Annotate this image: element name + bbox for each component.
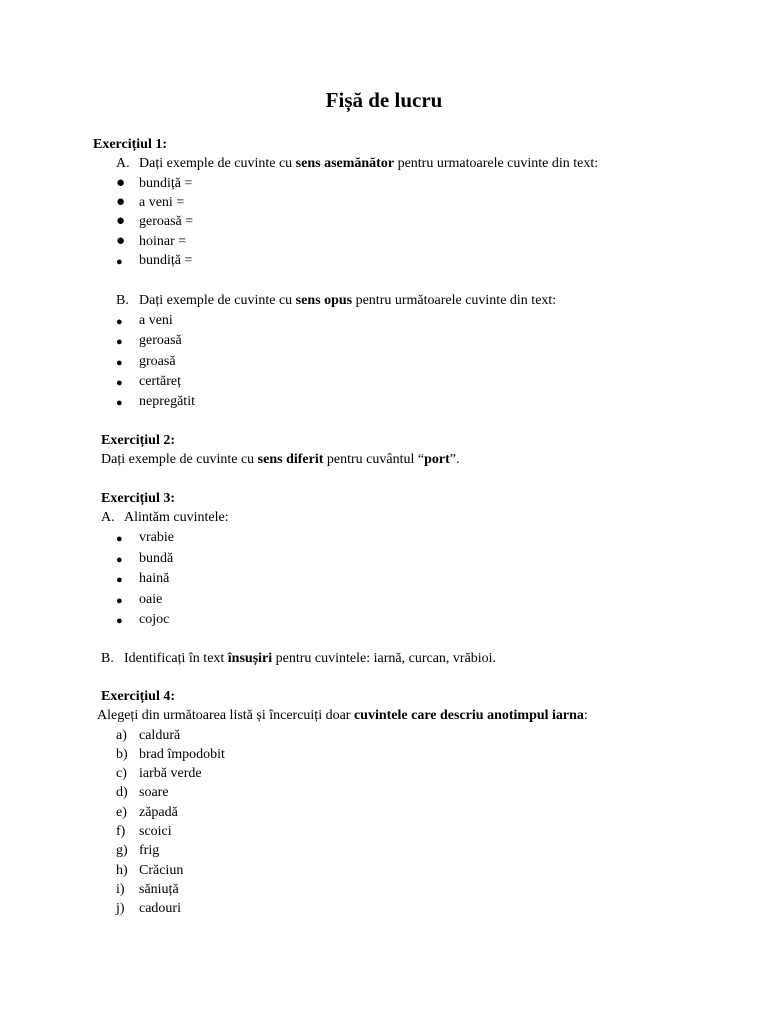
bullet-icon: ● [116, 615, 123, 627]
list-item: bundă [139, 551, 174, 566]
list-item: Crăciun [139, 863, 184, 878]
bullet-icon: ● [116, 213, 126, 229]
exercise-3a-instruction: Alintăm cuvintele: [124, 510, 229, 525]
list-item: soare [139, 785, 169, 800]
exercise-4-heading: Exercițiul 4: [101, 689, 176, 704]
bullet-icon: ● [116, 595, 123, 607]
list-item: cojoc [139, 612, 170, 627]
list-item: oaie [139, 592, 163, 607]
list-item: zăpadă [139, 805, 178, 820]
exercise-1b-letter: B. [116, 293, 129, 308]
list-item: frig [139, 843, 160, 858]
list-item-letter: e) [116, 805, 127, 820]
list-item: geroasă [139, 333, 182, 348]
list-item: a veni = [139, 195, 185, 210]
list-item: scoici [139, 824, 172, 839]
list-item: certăreț [139, 374, 181, 389]
bullet-icon: ● [116, 175, 126, 191]
list-item: haină [139, 571, 170, 586]
bullet-icon: ● [116, 397, 123, 409]
bullet-icon: ● [116, 554, 123, 566]
list-item: brad împodobit [139, 747, 225, 762]
exercise-1b-instruction: Dați exemple de cuvinte cu sens opus pentru următoarele cuvinte din text: [139, 293, 557, 308]
list-item: hoinar = [139, 234, 187, 249]
list-item-letter: i) [116, 882, 125, 897]
list-item: vrabie [139, 530, 174, 545]
exercise-3-heading: Exercițiul 3: [101, 491, 176, 506]
exercise-2-instruction: Dați exemple de cuvinte cu sens diferit pentru cuvântul “port”. [101, 452, 460, 467]
bullet-icon: ● [116, 316, 123, 328]
list-item: cadouri [139, 901, 181, 916]
bullet-icon: ● [116, 194, 126, 210]
list-item: iarbă verde [139, 766, 202, 781]
exercise-1a-letter: A. [116, 156, 130, 171]
list-item: a veni [139, 313, 173, 328]
list-item-letter: j) [116, 901, 125, 916]
bullet-icon: ● [116, 336, 123, 348]
bullet-icon: ● [116, 357, 123, 369]
list-item: geroasă = [139, 214, 194, 229]
list-item: bundiță = [139, 176, 193, 191]
list-item: săniuță [139, 882, 179, 897]
list-item-letter: a) [116, 728, 127, 743]
exercise-3a-letter: A. [101, 510, 115, 525]
exercise-3b-instruction: Identificați în text însușiri pentru cuvintele: iarnă, curcan, vrăbioi. [124, 651, 497, 666]
exercise-1-heading: Exercițiul 1: [93, 137, 168, 152]
list-item: bundiță = [139, 253, 193, 268]
bullet-icon: ● [116, 256, 123, 268]
list-item-letter: d) [116, 785, 128, 800]
list-item: nepregătit [139, 394, 195, 409]
list-item-letter: g) [116, 843, 128, 858]
list-item: caldură [139, 728, 181, 743]
list-item-letter: h) [116, 863, 128, 878]
list-item-letter: c) [116, 766, 127, 781]
bullet-icon: ● [116, 533, 123, 545]
bullet-icon: ● [116, 233, 126, 249]
bullet-icon: ● [116, 377, 123, 389]
list-item: groasă [139, 354, 176, 369]
exercise-3b-letter: B. [101, 651, 114, 666]
list-item-letter: f) [116, 824, 126, 839]
bullet-icon: ● [116, 574, 123, 586]
list-item-letter: b) [116, 747, 128, 762]
page-title: Fișă de lucru [325, 88, 443, 112]
exercise-1a-instruction: Dați exemple de cuvinte cu sens asemănător pentru urmatoarele cuvinte din text: [139, 156, 599, 171]
exercise-4-instruction: Alegeți din următoarea listă și încercuiți doar cuvintele care descriu anotimpul iarna: [97, 708, 588, 723]
exercise-2-heading: Exercițiul 2: [101, 433, 176, 448]
